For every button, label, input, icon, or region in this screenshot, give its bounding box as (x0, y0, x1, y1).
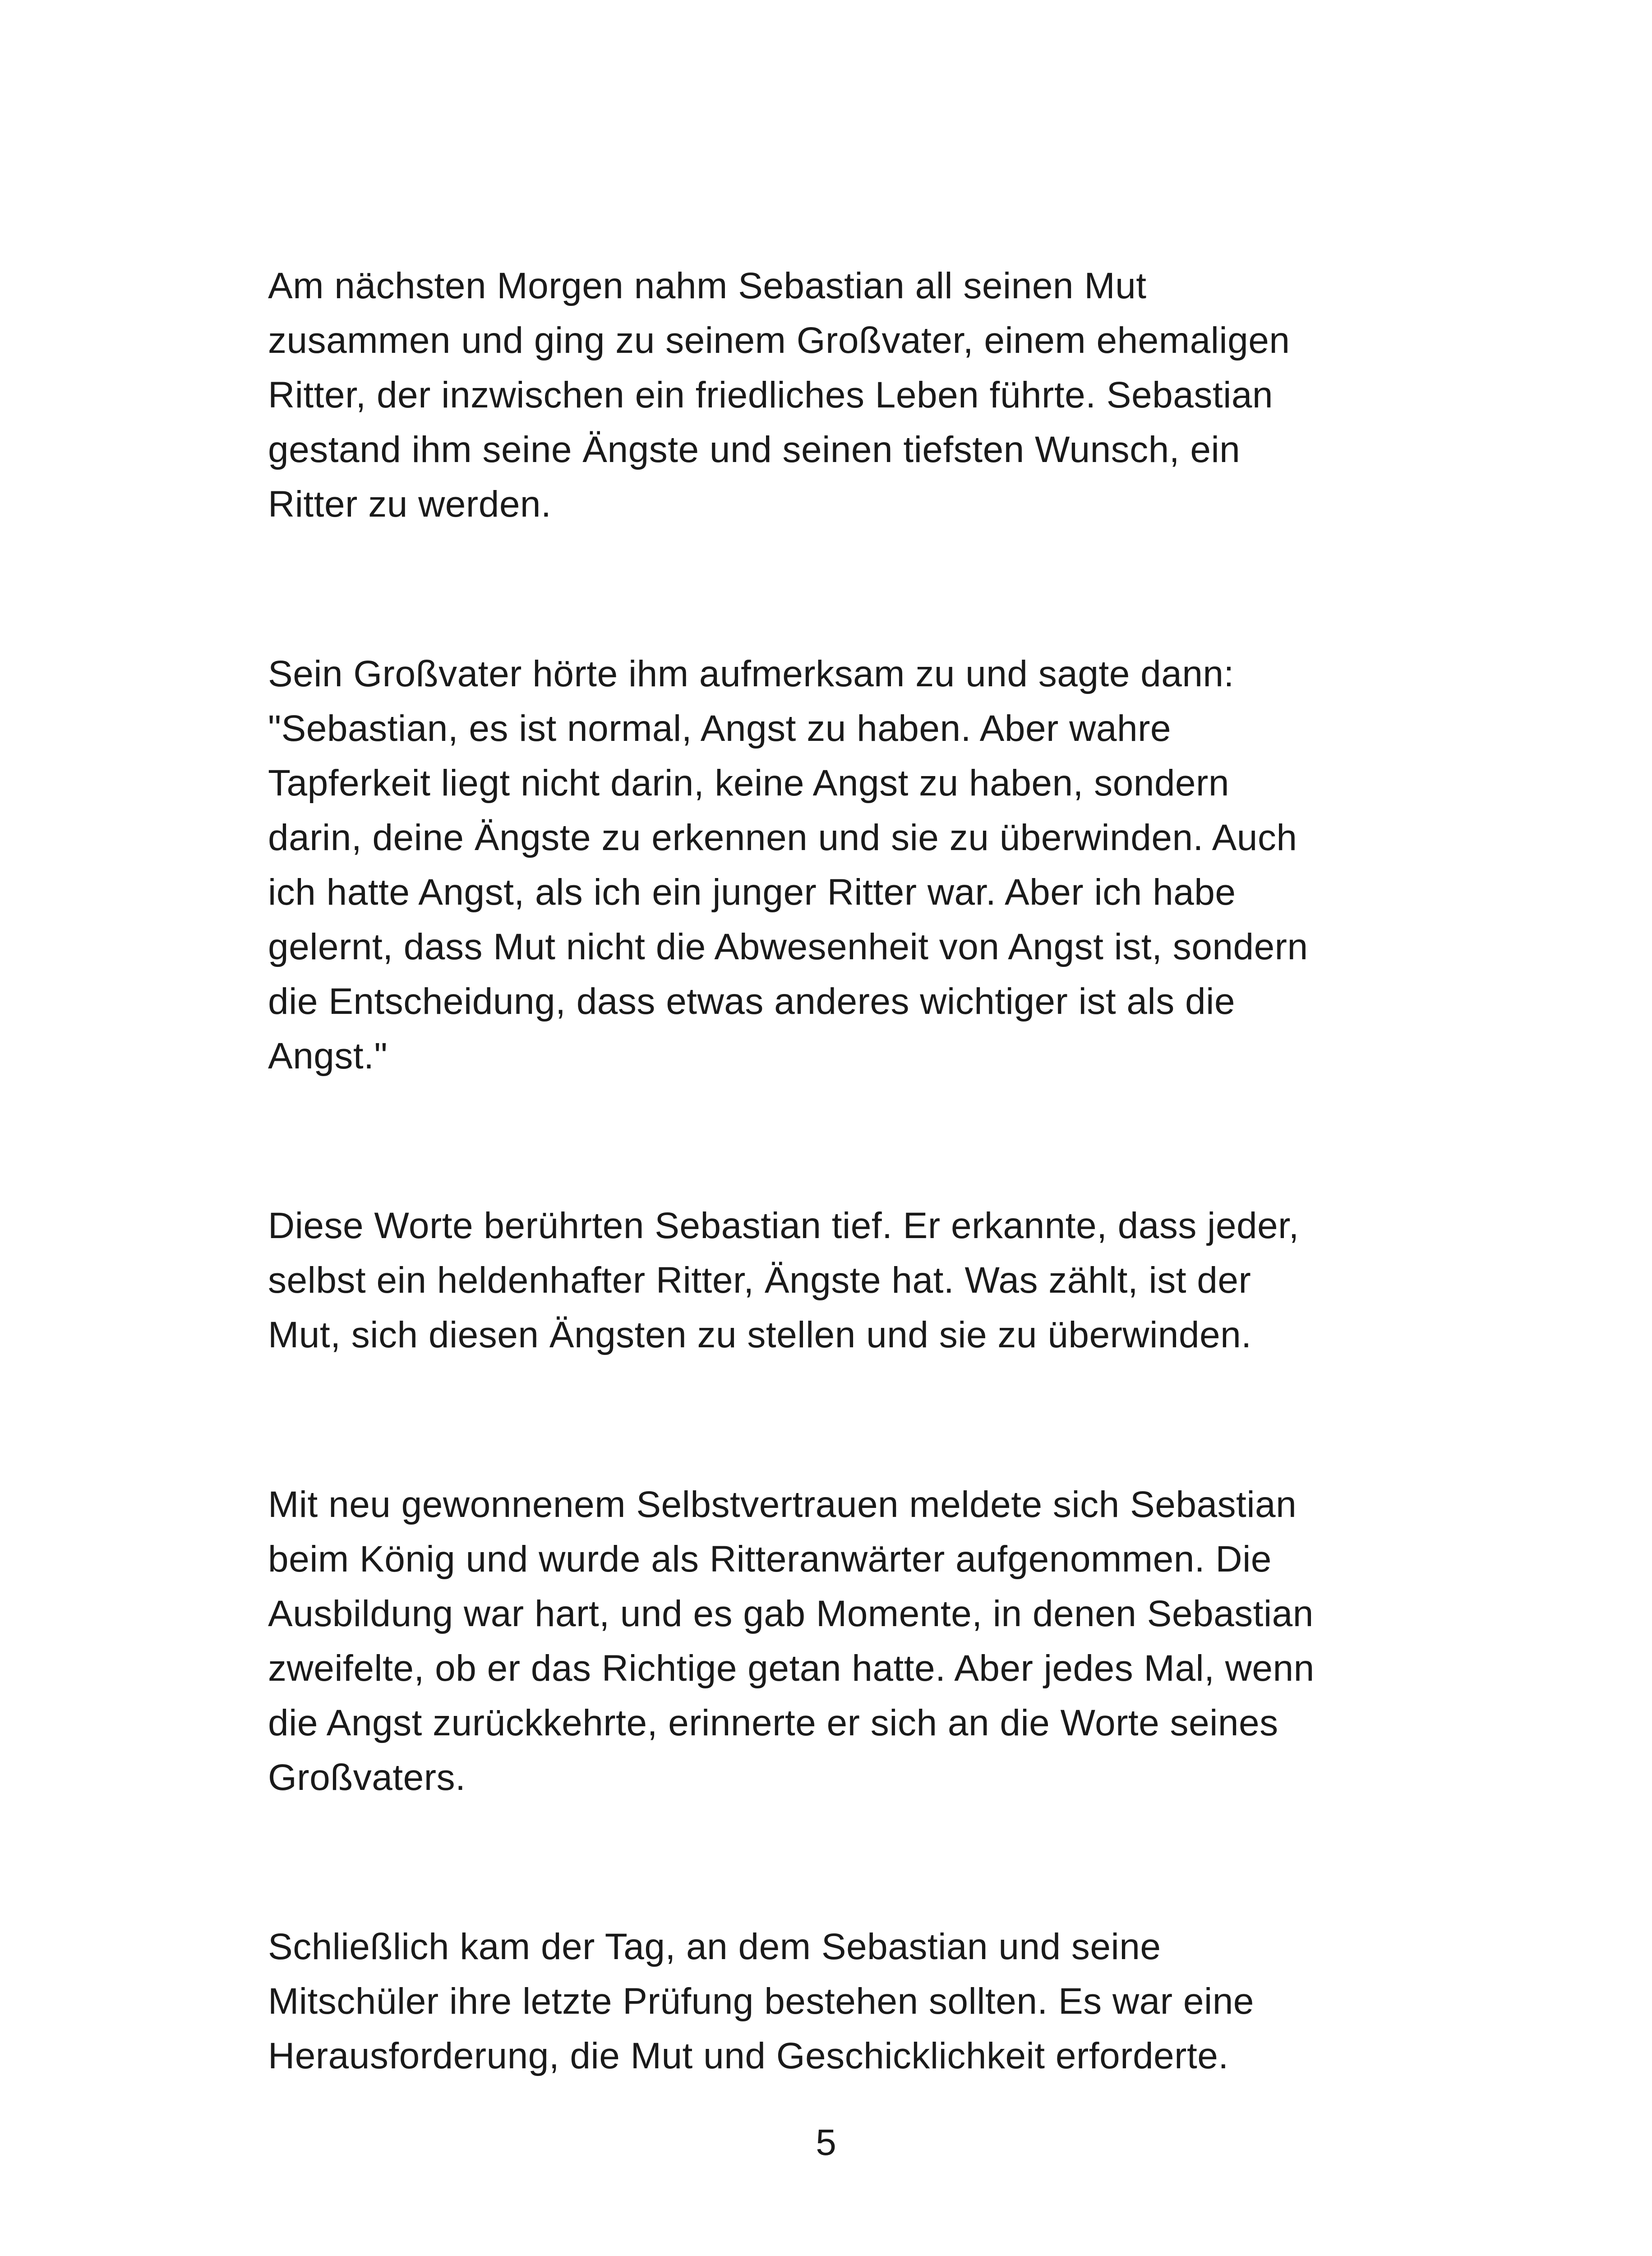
paragraph-4: Mit neu gewonnenem Selbstvertrauen meldete sich Sebastian beim König und wurde als Ritteranwärter aufgenommen. Die Ausbildung war hart, und es gab Momente, in denen Sebastian zweifelte, ob er das Richtige getan hatte. Aber jedes Mal, wenn die Angst zurückkehrte, erinnerte er sich an die Worte seines Großvaters. (268, 1484, 1315, 1798)
paragraph-5: Schließlich kam der Tag, an dem Sebastian und seine Mitschüler ihre letzte Prüfung bestehen sollten. Es war eine Herausforderung, die Mut und Geschicklichkeit erforderte. (268, 1926, 1254, 2076)
paragraph-1: Am nächsten Morgen nahm Sebastian all seinen Mut zusammen und ging zu seinem Großvater, einem ehemaligen Ritter, der inzwischen ein friedliches Leben führte. Sebastian gestand ihm seine Ängste und seinen tiefsten Wunsch, ein Ritter zu werden. (268, 265, 1290, 525)
paragraph-3: Diese Worte berührten Sebastian tief. Er erkannte, dass jeder, selbst ein heldenhafter Ritter, Ängste hat. Was zählt, ist der Mut, sich diesen Ängsten zu stellen und sie zu überwinden. (268, 1205, 1299, 1355)
page-number: 5 (816, 2122, 836, 2163)
paragraph-2: Sein Großvater hörte ihm aufmerksam zu und sagte dann: "Sebastian, es ist normal, Angst zu haben. Aber wahre Tapferkeit liegt nicht darin, keine Angst zu haben, sondern darin, deine Ängste zu erkennen und sie zu überwinden. Auch ich hatte Angst, als ich ein junger Ritter war. Aber ich habe gelernt, dass Mut nicht die Abwesenheit von Angst ist, sondern die Entscheidung, dass etwas anderes wichtiger ist als die Angst." (268, 653, 1308, 1077)
